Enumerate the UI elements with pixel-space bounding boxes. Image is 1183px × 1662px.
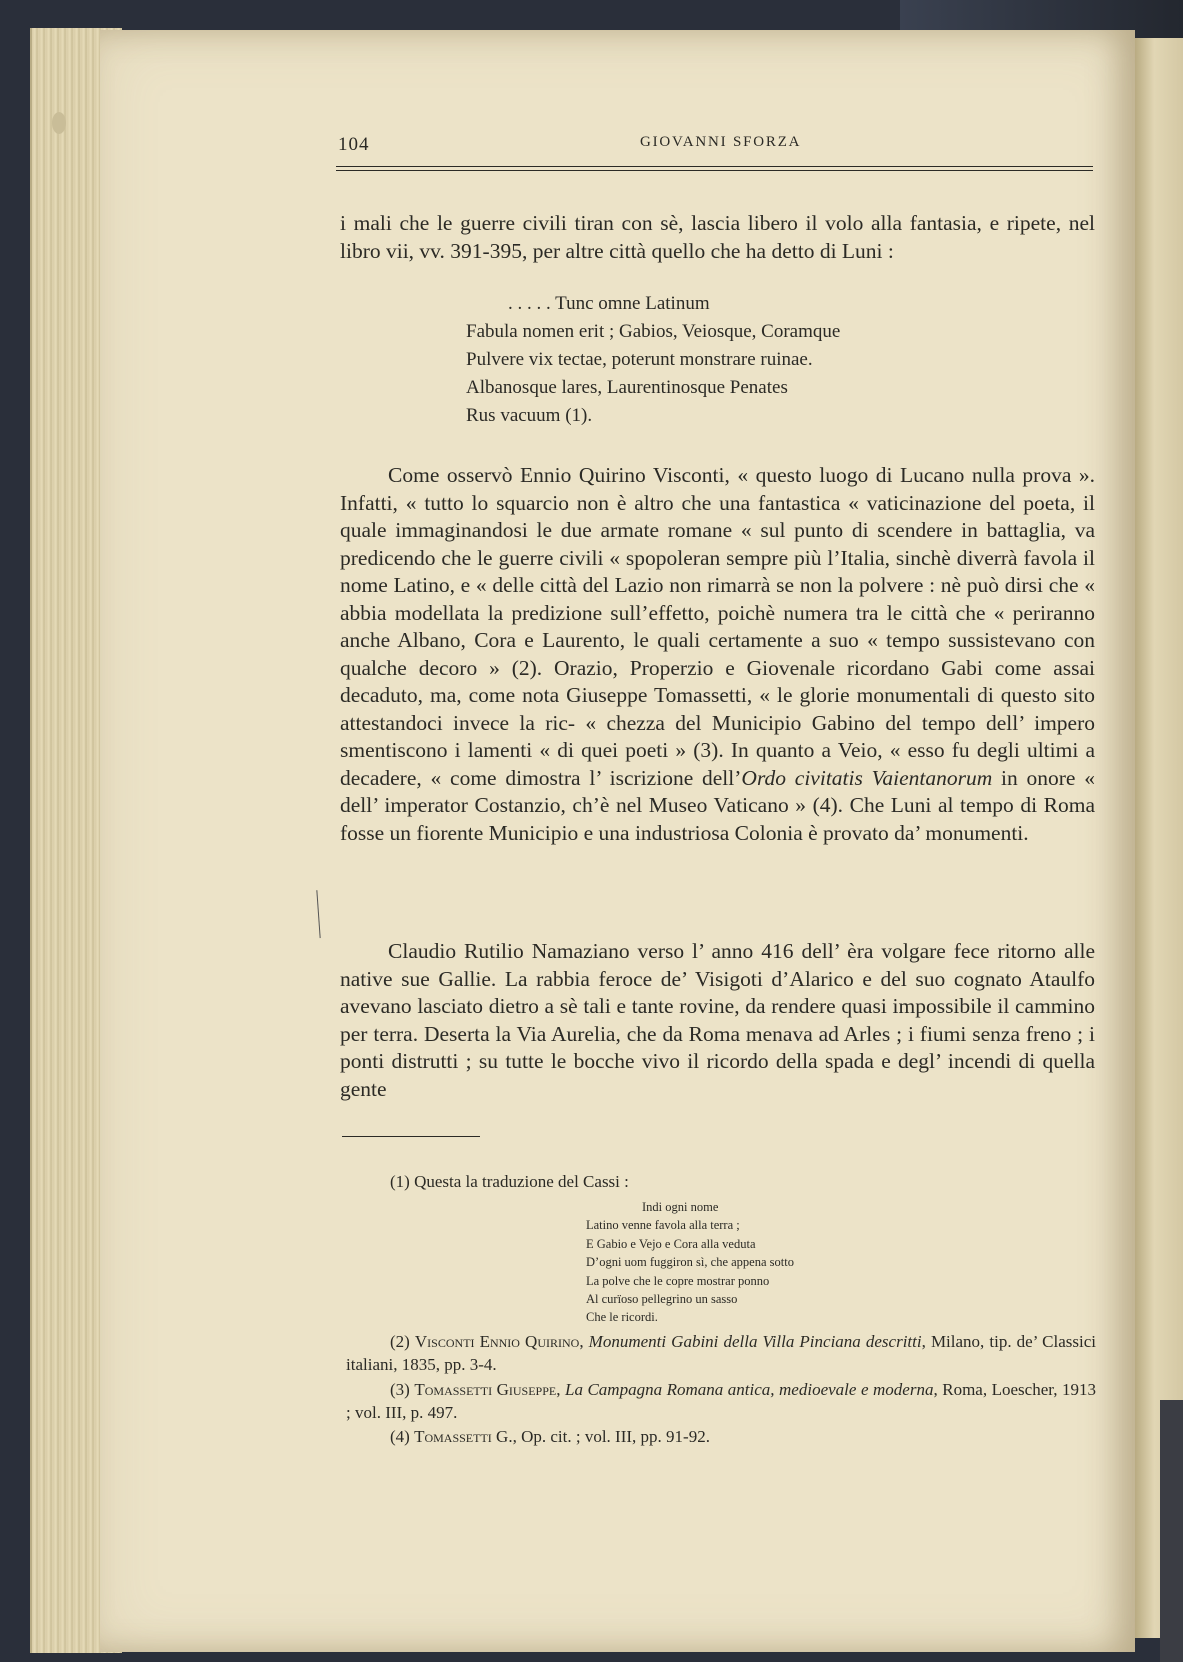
header-rule — [336, 166, 1093, 167]
fn-title: La Campagna Romana antica, medioevale e moderna — [564, 1380, 934, 1399]
fn-verse-line: Al curïoso pellegrino un sasso — [586, 1292, 738, 1307]
verse-line: Pulvere vix tectae, poterunt monstrare ruinae. — [466, 349, 813, 370]
fn-verse-line: D’ogni uom fuggiron sì, che appena sotto — [586, 1255, 794, 1270]
footnote-2: (2) Visconti Ennio Quirino, Monumenti Gabini della Villa Pinciana descritti, Milano, tip. de’ Classici italiani, 1835, pp. 3-4. — [346, 1332, 1097, 1374]
footnote-3: (3) Tomassetti Giuseppe, La Campagna Romana antica, medioevale e moderna, Roma, Loescher, 1913 ; vol. III, p. 497. — [346, 1380, 1096, 1422]
fn-rest: , Roma, Loescher, 1913 ; vol. III, p. 497. — [346, 1380, 1096, 1422]
footnote-4 — [346, 1425, 1096, 1448]
footnote-rule — [342, 1136, 480, 1137]
paragraph-2-text-end: in onore « dell’ imperator Costanzio, ch’è nel Museo Vaticano » (4). Che Luni al tempo di Roma fosse un fiorente Municipio e una industriosa Colonia è provato da’ monumenti. — [340, 765, 1095, 845]
footnote-1-verse — [586, 1198, 794, 1327]
verse-line: . . . . . Tunc omne Latinum — [508, 293, 710, 314]
fn-number: (3) — [390, 1380, 415, 1399]
paragraph-3: Claudio Rutilio Namaziano verso l’ anno 416 dell’ èra volgare fece ritorno alle native sue Gallie. La rabbia feroce de’ Visigoti d’Alarico e del suo cognato Ataulfo avevano lasciato dietro a sè tali e tante rovine, da rendere quasi impossibile il cammino per terra. Deserta la Via Aurelia, che da Roma menava ad Arles ; i fiumi senza freno ; i ponti distrutti ; su tutte le bocche vivo il ricordo della spada e degl’ incendi di quella gente — [340, 939, 1095, 1101]
verse-line: Rus vacuum (1). — [466, 405, 593, 426]
fn-rest: , Op. cit. ; vol. III, pp. 91-92. — [512, 1427, 710, 1446]
latin-verse — [466, 290, 986, 430]
page-hole — [52, 112, 66, 134]
fn-verse-line: Che le ricordi. — [586, 1310, 658, 1325]
fn-author: Tomassetti Giuseppe — [414, 1380, 557, 1399]
verse-line: Fabula nomen erit ; Gabios, Veiosque, Coramque — [466, 321, 841, 342]
fn-title: Monumenti Gabini della Villa Pinciana descritti — [588, 1332, 922, 1351]
footnote-1: (1) Questa la traduzione del Cassi : — [390, 1172, 629, 1191]
fn-verse-line: Latino venne favola alla terra ; — [586, 1218, 740, 1233]
paragraph-2 — [340, 462, 1095, 847]
fn-author: Visconti Ennio Quirino — [414, 1332, 580, 1351]
fn-author: Tomassetti G. — [414, 1427, 513, 1446]
fn-verse-line: La polve che le copre mostrar ponno — [586, 1273, 770, 1288]
header-rule-double — [336, 170, 1093, 171]
fn-number: (4) — [390, 1427, 415, 1446]
paragraph-2-text: Come osservò Ennio Quirino Visconti, « questo luogo di Lucano nulla prova ». Infatti, « tutto lo squarcio non è altro che una fantastica « vaticinazione del poeta, il quale immaginandosi le due armate romane « sul punto di scendere in battaglia, va predicendo che le guerre civili « spopoleran sempre più l’Italia, sinchè diverrà favola il nome Latino, e « delle città del Lazio non rimarrà se non la polvere : nè può dirsi che « abbia modellata la predizione sull’effetto, poichè numera tra le città che « periranno anche Albano, Cora e Laurento, le quali certamente a suo « tempo sussistevano con qualche decoro » (2). Orazio, Properzio e Giovenale ricordano Gabi come assai decaduto, ma, come nota Giuseppe Tomassetti, « le glorie monumentali di questo sito attestandoci invece la ric- « chezza del Municipio Gabino del tempo dell’ impero smentiscono i lamenti « di quei poeti » (3). In quanto a Veio, « esso fu degli ultimi a decadere, « come dimostra l’ iscrizione dell’ — [340, 463, 1095, 790]
fn-verse-line: E Gabio e Vejo e Cora alla veduta — [586, 1236, 756, 1251]
paragraph-1: i mali che le guerre civili tiran con sè, lascia libero il volo alla fantasia, e ripete, nel libro vii, vv. 391-395, per altre città quello che ha detto di Luni : — [340, 211, 1095, 263]
fn-verse-line: Indi ogni nome — [642, 1200, 719, 1214]
pencil-mark — [316, 890, 323, 938]
verse-line: Albanosque lares, Laurentinosque Penates — [466, 377, 788, 398]
fn-rest: , Milano, tip. de’ Classici italiani, 1835, pp. 3-4. — [346, 1332, 1097, 1374]
italic-title: Ordo civitatis Vaientanorum — [741, 765, 993, 790]
fn-number: (2) — [390, 1332, 415, 1351]
running-title: GIOVANNI SFORZA — [640, 134, 802, 150]
page-number: 104 — [338, 134, 370, 155]
